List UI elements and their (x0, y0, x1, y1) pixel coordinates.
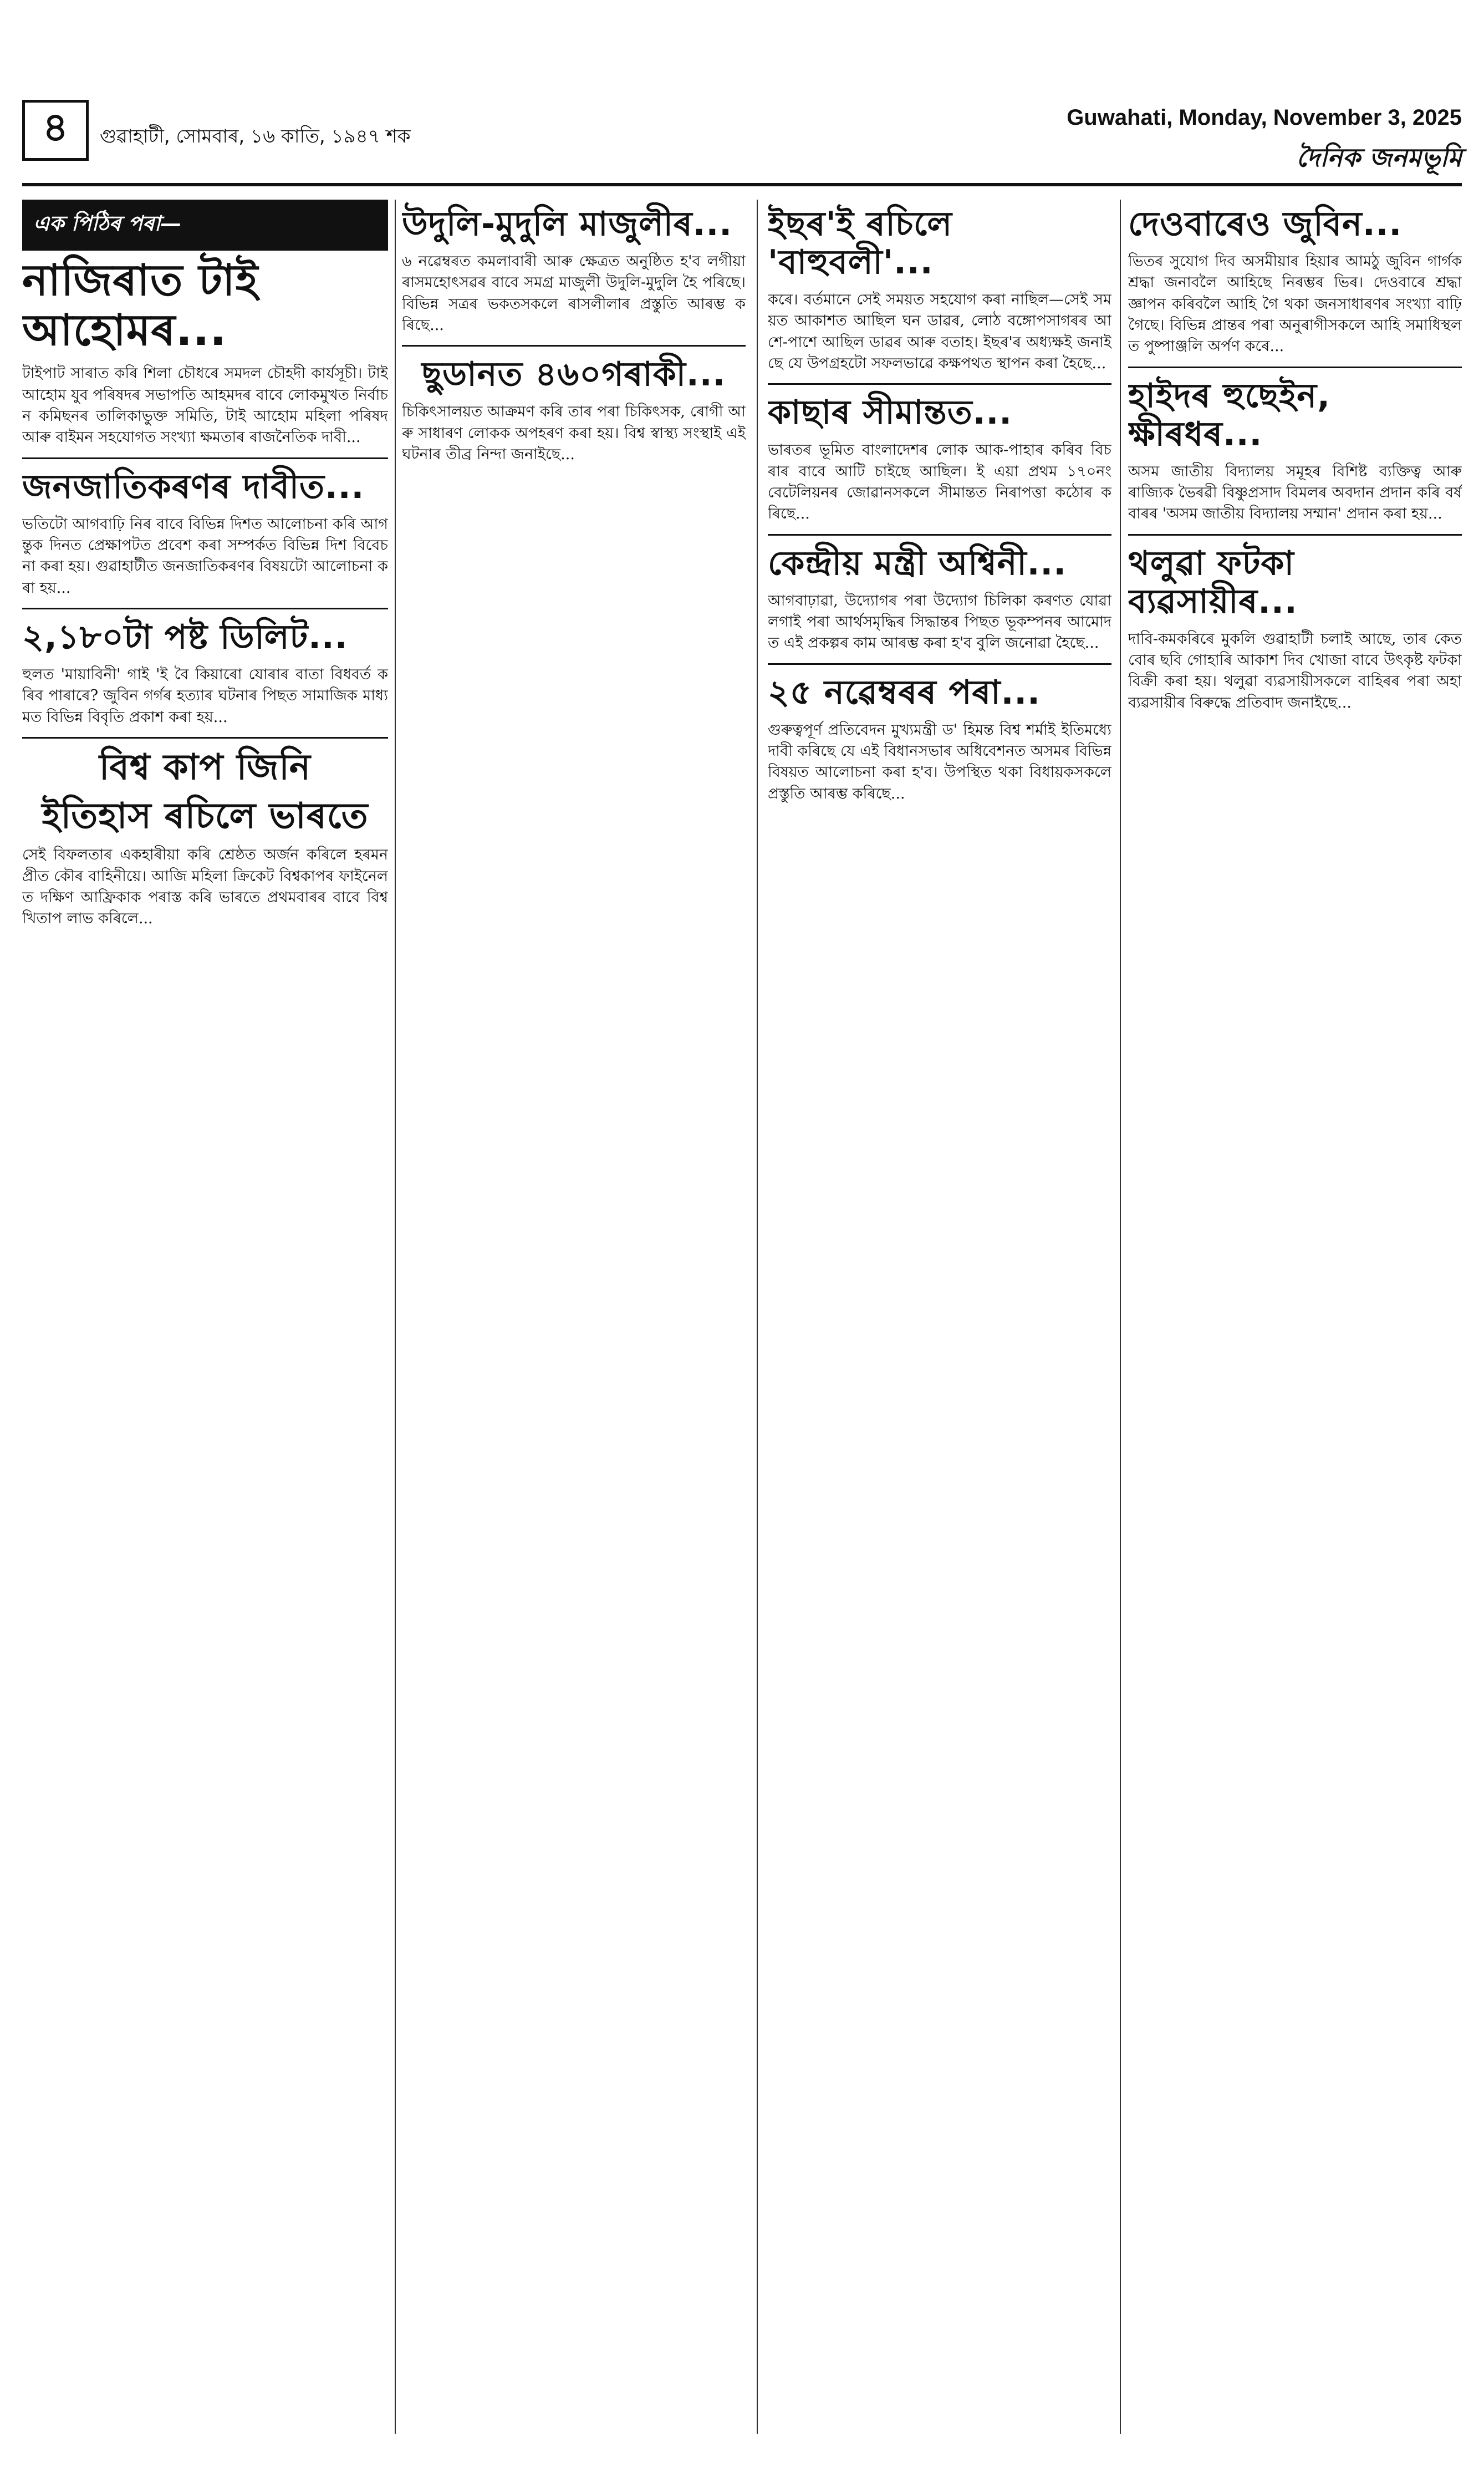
article-divider (22, 457, 388, 459)
article-headline: থলুৱা ফটকা ব্যৱসায়ীৰ... (1128, 543, 1298, 621)
article-body: ভতিটো আগবাঢ়ি নিৰ বাবে বিভিন্ন দিশত আলোচনা কৰি আগন্তুক দিনত প্ৰেক্ষাপটত প্ৰবেশ কৰা সম্পৰ্কত বিভিন্ন দিশ বিবেচনা কৰা হয়। গুৱাহাটীত জনজাতিকৰণৰ বিষয়টো আলোচনা কৰা হয়... (22, 515, 388, 597)
article-divider (768, 383, 1111, 385)
article-headline: ছুডানত ৪৬০গৰাকী... (421, 355, 726, 394)
article-body: গুৰুত্বপূৰ্ণ প্ৰতিবেদন মুখ্যমন্ত্ৰী ড' হিমন্ত বিশ্ব শৰ্মাই ইতিমধ্যে দাবী কৰিছে যে এই বিধানসভাৰ অধিবেশনত অসমৰ বিভিন্ন বিষয়ত আলোচনা কৰা হ'ব। উপস্থিত থকা বিধায়কসকলে প্ৰস্তুতি আৰম্ভ কৰিছে... (768, 721, 1111, 802)
article-headline: হাইদৰ হুছেইন, ক্ষীৰধৰ... (1128, 376, 1330, 454)
article-divider (1128, 534, 1462, 536)
column-divider (395, 200, 396, 2434)
column-divider (1120, 200, 1121, 2434)
page-number: ৪ (22, 100, 89, 161)
article-headline: ইতিহাস ৰচিলে ভাৰতে (42, 795, 369, 837)
article-body: ৬ নৱেম্বৰত কমলাবাৰী আৰু ক্ষেত্ৰত অনুষ্ঠিত হ'ব লগীয়া ৰাসমহোৎসৱৰ বাবে সমগ্ৰ মাজুলী উদুলি-মুদুলি হৈ পৰিছে। বিভিন্ন সত্ৰৰ ভকতসকলে ৰাসলীলাৰ প্ৰস্তুতি আৰম্ভ কৰিছে... (402, 253, 746, 334)
article-divider (768, 663, 1111, 665)
column-center-right (768, 200, 1111, 2434)
article-headline: ২,১৮০টা পষ্ট ডিলিট... (22, 618, 348, 657)
article-headline: দেওবাৰেও জুবিন... (1128, 205, 1403, 243)
article-headline: ইছৰ'ই ৰচিলে 'বাহুবলী'... (768, 205, 952, 282)
article-headline: জনজাতিকৰণৰ দাবীত... (22, 467, 365, 506)
article-divider (402, 345, 746, 347)
newspaper-name: দৈনিক জনমভূমি (1296, 143, 1462, 172)
article-body: সেই বিফলতাৰ একহাৰীয়া কৰি শ্ৰেষ্ঠত অৰ্জন কৰিলে হৰমনপ্ৰীত কৌৰ বাহিনীয়ে। আজি মহিলা ক্ৰিকেট বিশ্বকাপৰ ফাইনেলত দক্ষিণ আফ্ৰিকাক পৰাস্ত কৰি ভাৰতে প্ৰথমবাৰৰ বাবে বিশ্ব খিতাপ লাভ কৰিলে... (22, 846, 388, 928)
article-headline: নাজিৰাত টাই আহোমৰ... (22, 256, 259, 355)
article-body: ভাৰতৰ ভূমিত বাংলাদেশৰ লোক আক-পাহাৰ কৰিব বিচৰাৰ বাবে আটি চাইছে আছিল। ই এয়া প্ৰথম ১৭০নং বেটেলিয়নৰ জোৱানসকলে সীমান্তত নিৰাপত্তা কঠোৰ কৰিছে... (768, 441, 1111, 523)
article-divider (22, 608, 388, 609)
column-right (1128, 200, 1462, 2434)
date-english: Guwahati, Monday, November 3, 2025 (1067, 105, 1462, 130)
article-body: ভিতৰ সুযোগ দিব অসমীয়াৰ হিয়াৰ আমঠু জুবিন গাৰ্গক শ্ৰদ্ধা জনাবলৈ আহিছে নিৰম্ভৰ ভিৰ। দেওবাৰে শ্ৰদ্ধা জ্ঞাপন কৰিবলৈ আহি গৈ থকা জনসাধাৰণৰ সংখ্যা বাঢ়ি গৈছে। বিভিন্ন প্ৰান্তৰ পৰা অনুৰাগীসকলে আহি সমাধিস্থলত পুষ্পাঞ্জলি অৰ্পণ কৰে... (1128, 253, 1462, 355)
column-left (22, 200, 388, 2434)
article-body: চিকিৎসালয়ত আক্ৰমণ কৰি তাৰ পৰা চিকিৎসক, ৰোগী আৰু সাধাৰণ লোকক অপহৰণ কৰা হয়। বিশ্ব স্বাস্থ্য সংস্থাই এই ঘটনাৰ তীব্ৰ নিন্দা জনাইছে... (402, 403, 746, 463)
article-body: কৰে। বৰ্তমানে সেই সময়ত সহযোগ কৰা নাছিল—সেই সময়ত আকাশত আছিল ঘন ডাৱৰ, লোঠ বঙ্গোপসাগৰৰ আশে-পাশে আছিল ডাৱৰ আৰু বতাহ। ইছৰ'ৰ অধ্যক্ষই জনাইছে যে উপগ্ৰহটো সফলভাৱে কক্ষপথত স্থাপন কৰা হৈছে... (768, 291, 1111, 372)
article-divider (768, 534, 1111, 536)
article-headline: কেন্দ্ৰীয় মন্ত্ৰী অশ্বিনী... (768, 543, 1067, 583)
article-body: হুলত 'মায়াবিনী' গাই 'ই বৈ কিয়াৰো যোৰাৰ বাতা বিধবৰ্ত কৰিব পাৰাৰে? জুবিন গৰ্গৰ হত্যাৰ ঘটনাৰ পিছত সামাজিক মাধ্যমত বিভিন্ন বিবৃতি প্ৰকাশ কৰা হয়... (22, 666, 388, 726)
article-body: টাইপাট সাৰাত কৰি শিলা চৌধৰে সমদল চৌহদী কাৰ্যসূচী। টাই আহোম যুব পৰিষদৰ সভাপতি আহমদৰ বাবে লোকমুখত নিৰ্বাচন কমিছনৰ তালিকাভুক্ত সমিতি, টাই আহোম মহিলা পৰিষদ আৰু বাইমন সহযোগত সংখ্যা ক্ষমতাৰ ৰাজনৈতিক দাবী... (22, 365, 388, 446)
column-divider (757, 200, 758, 2434)
article-body: দাবি-কমকৰিৰে মুকলি গুৱাহাটী চলাই আছে, তাৰ কেতবোৰ ছবি গোহাৰি আকাশ দিব খোজা বাবে উৎকৃষ্ট ফটকা বিক্ৰী কৰা হয়। থলুৱা ব্যৱসায়ীসকলে বাহিৰৰ পৰা অহা ব্যৱসায়ীৰ বিৰুদ্ধে প্ৰতিবাদ জনাইছে... (1128, 630, 1462, 711)
article-divider (1128, 367, 1462, 368)
article-headline: উদুলি-মুদুলি মাজুলীৰ... (402, 205, 733, 243)
page-header (22, 83, 1462, 186)
article-divider (22, 737, 388, 739)
article-headline: কাছাৰ সীমান্তত... (768, 393, 1013, 433)
date-assamese: গুৱাহাটী, সোমবাৰ, ১৬ কাতি, ১৯৪৭ শক (100, 125, 411, 147)
article-headline: ২৫ নৱেম্বৰৰ পৰা... (768, 673, 1041, 712)
column-center-left (402, 200, 746, 2434)
kicker-label: এক পিঠিৰ পৰা— (22, 200, 388, 251)
article-headline: বিশ্ব কাপ জিনি (99, 746, 311, 788)
article-body: অসম জাতীয় বিদ্যালয় সমূহৰ বিশিষ্ট ব্যক্তিত্ব আৰু ৰাজ্যিক ভৈৰৱী বিষ্ণুপ্ৰসাদ বিমলৰ অবদান প্ৰদান কৰি বৰ্ষবাৰৰ 'অসম জাতীয় বিদ্যালয় সম্মান' প্ৰদান কৰা হয়... (1128, 462, 1462, 523)
article-body: আগবাঢ়াৱা, উদ্যোগৰ পৰা উদ্যোগ চিলিকা কৰণত যোৱা লগাই পৰা আৰ্থসমৃদ্ধিৰ সিদ্ধান্তৰ পিছত ভূকম্পনৰ আমোদত এই প্ৰকল্পৰ কাম আৰম্ভ কৰা হ'ব বুলি জনোৱা হৈছে... (768, 592, 1111, 652)
